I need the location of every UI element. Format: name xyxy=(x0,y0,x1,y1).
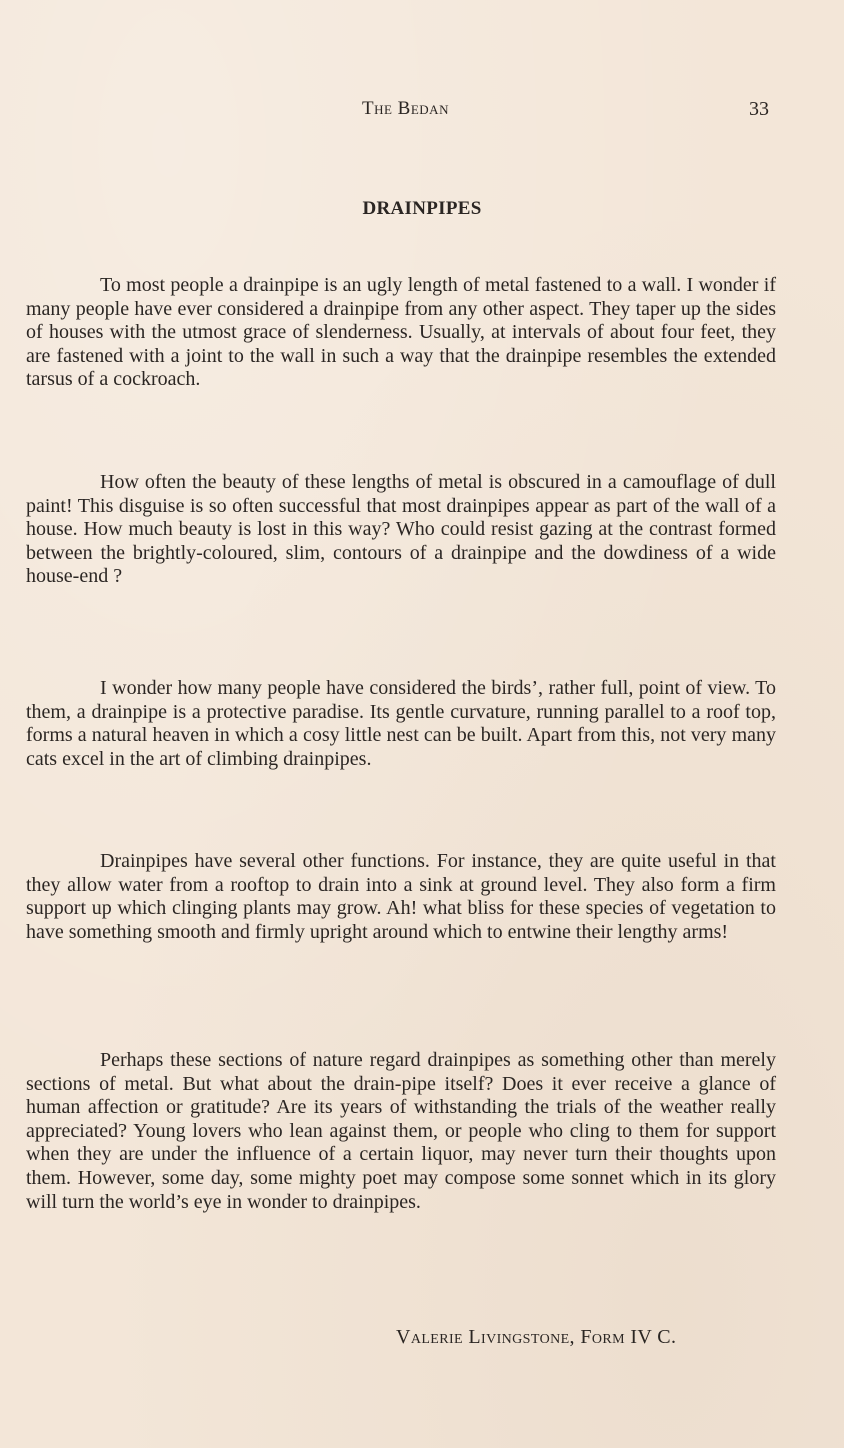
paragraph-2: How often the beauty of these lengths of metal is obscured in a camouflage of dull paint! This disguise is so often successful that most drainpipes appear as part of the wall of a house. How much beauty is lost in this way? Who could resist gazing at the contrast formed between the brightly-coloured, slim, contours of a drainpipe and the dowdiness of a wide house-end ? xyxy=(26,471,776,588)
paragraph-3: I wonder how many people have considered the birds’, rather full, point of view. To them, a drainpipe is a protective paradise. Its gentle curvature, running parallel to a roof top, forms a natural heaven in which a cosy little nest can be built. Apart from this, not very many cats excel in the art of climbing drainpipes. xyxy=(26,677,776,770)
author-signature: Valerie Livingstone, Form IV C. xyxy=(396,1326,677,1348)
article-title: DRAINPIPES xyxy=(362,198,482,219)
journal-name: The Bedan xyxy=(362,98,449,119)
running-header xyxy=(0,98,844,124)
page-number: 33 xyxy=(749,98,769,120)
paragraph-4: Drainpipes have several other functions. For instance, they are quite useful in that they allow water from a rooftop to drain into a sink at ground level. They also form a firm support up which clinging plants may grow. Ah! what bliss for these species of vegetation to have something smooth and firmly upright around which to entwine their lengthy arms! xyxy=(26,850,776,943)
paragraph-5: Perhaps these sections of nature regard drainpipes as something other than merely sections of metal. But what about the drain-pipe itself? Does it ever receive a glance of human affection or gratitude? Are its years of withstanding the trials of the weather really appreciated? Young lovers who lean against them, or people who cling to them for support when they are under the influence of a certain liquor, may never turn their thoughts upon them. However, some day, some mighty poet may compose some sonnet which in its glory will turn the world’s eye in wonder to drainpipes. xyxy=(26,1049,776,1213)
paragraph-1: To most people a drainpipe is an ugly length of metal fastened to a wall. I wonder if many people have ever considered a drainpipe from any other aspect. They taper up the sides of houses with the utmost grace of slenderness. Usually, at intervals of about four feet, they are fastened with a joint to the wall in such a way that the drainpipe resembles the extended tarsus of a cockroach. xyxy=(26,274,776,391)
